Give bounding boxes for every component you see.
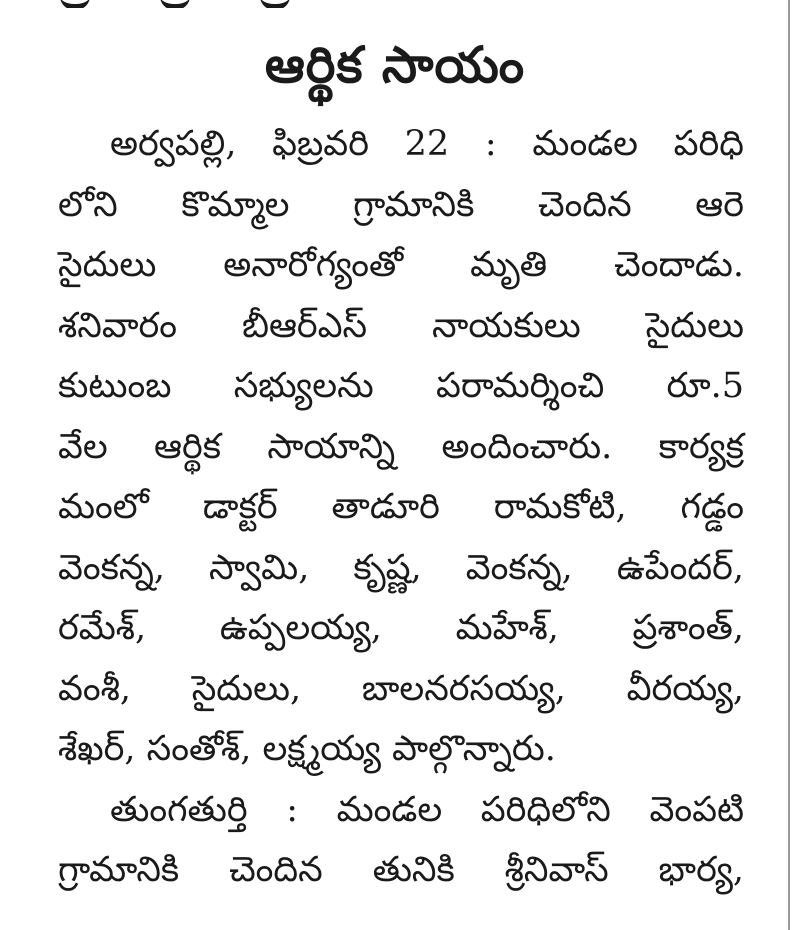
text-line: వంశీ, సైదులు, బాలనరసయ్య, వీరయ్య,	[58, 668, 744, 709]
article-headline: ఆర్థిక సాయం	[264, 36, 526, 94]
paragraph-1	[58, 114, 744, 780]
text-line: గ్రామానికి చెందిన తునికి శ్రీనివాస్ భార్య,	[58, 850, 744, 890]
paragraph-2	[58, 780, 744, 901]
text-line: లోని కొమ్మాల గ్రామానికి చెందిన ఆరె	[58, 184, 744, 225]
text-line: శేఖర్, సంతోశ్, లక్ష్మయ్య పాల్గొన్నారు.	[58, 729, 556, 769]
text-line: అర్వపల్లి, ఫిబ్రవరి 22 : మండల పరిధి	[110, 124, 744, 164]
text-line: కుటుంబ సభ్యులను పరామర్శించి రూ.5	[58, 366, 744, 406]
text-line: మంలో డాక్టర్ తాడూరి రామకోటి, గడ్డం	[58, 487, 744, 527]
text-line: రమేశ్, ఉప్పలయ్య, మహేశ్, ప్రశాంత్,	[58, 608, 744, 648]
text-line: శనివారం బీఆర్ఎస్ నాయకులు సైదులు	[58, 305, 744, 346]
column-divider	[788, 0, 790, 930]
clipped-previous-article	[60, 0, 420, 8]
text-line: వేల ఆర్థిక సాయాన్ని అందించారు. కార్యక్ర	[58, 426, 744, 467]
article-body	[58, 114, 744, 901]
text-line: సైదులు అనారోగ్యంతో మృతి చెందాడు.	[58, 245, 744, 285]
text-line: తుంగతుర్తి : మండల పరిధిలోని వెంపటి	[110, 789, 744, 830]
text-line: వెంకన్న, స్వామి, కృష్ణ, వెంకన్న, ఉపేందర్,	[58, 547, 744, 588]
